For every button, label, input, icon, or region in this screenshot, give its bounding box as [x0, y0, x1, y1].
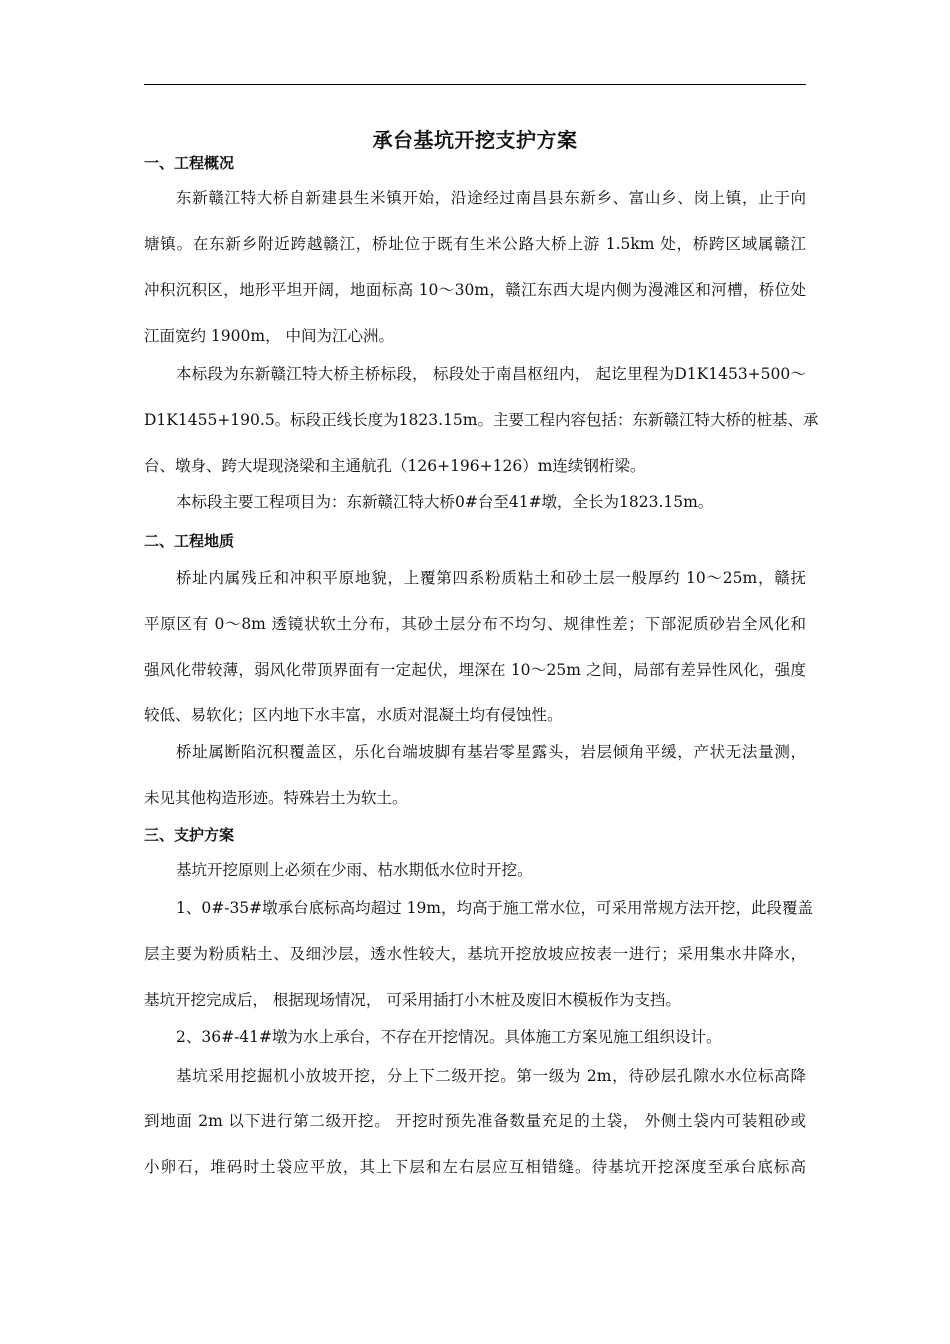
paragraph-line: 塘镇。在东新乡附近跨越赣江，桥址位于既有生米公路大桥上游 1.5km 处，桥跨区域属赣江 — [144, 235, 806, 253]
section-heading: 三、支护方案 — [144, 826, 235, 844]
document-title: 承台基坑开挖支护方案 — [372, 128, 578, 152]
paragraph-line: 2、36#-41#墩为水上承台，不存在开挖情况。具体施工方案见施工组织设计。 — [176, 1028, 722, 1046]
paragraph-line: 本标段为东新赣江特大桥主桥标段， 标段处于南昌枢纽内， 起讫里程为D1K1453+500～ — [176, 365, 806, 383]
paragraph-line: 桥址内属残丘和冲积平原地貌，上覆第四系粉质粘土和砂土层一般厚约 10～25m，赣抚 — [176, 569, 806, 587]
paragraph-line: 台、墩身、跨大堤现浇梁和主通航孔（126+196+126）m连续钢桁梁。 — [144, 457, 646, 475]
paragraph-line: 东新赣江特大桥自新建县生米镇开始，沿途经过南昌县东新乡、富山乡、岗上镇，止于向 — [176, 189, 806, 207]
paragraph-line: 强风化带较薄，弱风化带顶界面有一定起伏，埋深在 10～25m 之间，局部有差异性风化，强度 — [144, 661, 806, 679]
paragraph-line: 1、0#-35#墩承台底标高均超过 19m，均高于施工常水位，可采用常规方法开挖，此段覆盖 — [176, 899, 814, 917]
paragraph-line: D1K1455+190.5。标段正线长度为1823.15m。主要工程内容包括：东新赣江特大桥的桩基、承 — [144, 411, 819, 429]
paragraph-line: 桥址属断陷沉积覆盖区，乐化台端坡脚有基岩零星露头，岩层倾角平缓，产状无法量测， — [176, 743, 806, 761]
paragraph-line: 层主要为粉质粘土、及细沙层，透水性较大，基坑开挖放坡应按表一进行；采用集水井降水， — [144, 945, 806, 963]
paragraph-line: 本标段主要工程项目为：东新赣江特大桥0#台至41#墩，全长为1823.15m。 — [176, 493, 714, 511]
paragraph-line: 较低、易软化；区内地下水丰富，水质对混凝土均有侵蚀性。 — [144, 706, 563, 724]
paragraph-line: 小卵石，堆码时土袋应平放，其上下层和左右层应互相错缝。待基坑开挖深度至承台底标高 — [144, 1158, 806, 1176]
paragraph-line: 未见其他构造形迹。特殊岩土为软土。 — [144, 789, 408, 807]
section-heading: 二、工程地质 — [144, 532, 235, 550]
paragraph-line: 基坑开挖完成后， 根据现场情况， 可采用插打小木桩及废旧木模板作为支挡。 — [144, 991, 681, 1009]
paragraph-line: 到地面 2m 以下进行第二级开挖。 开挖时预先准备数量充足的土袋， 外侧土袋内可装粗砂或 — [144, 1112, 806, 1130]
header-rule — [144, 84, 806, 85]
paragraph-line: 冲积沉积区，地形平坦开阔，地面标高 10～30m，赣江东西大堤内侧为漫滩区和河槽，桥位处 — [144, 281, 806, 299]
paragraph-line: 基坑开挖原则上必须在少雨、枯水期低水位时开挖。 — [176, 861, 533, 879]
paragraph-line: 基坑采用挖掘机小放坡开挖，分上下二级开挖。第一级为 2m，待砂层孔隙水水位标高降 — [176, 1067, 806, 1085]
paragraph-line: 江面宽约 1900m， 中间为江心洲。 — [144, 327, 394, 345]
paragraph-line: 平原区有 0～8m 透镜状软土分布，其砂土层分布不均匀、规律性差；下部泥质砂岩全风化和 — [144, 615, 806, 633]
section-heading: 一、工程概况 — [144, 154, 235, 172]
